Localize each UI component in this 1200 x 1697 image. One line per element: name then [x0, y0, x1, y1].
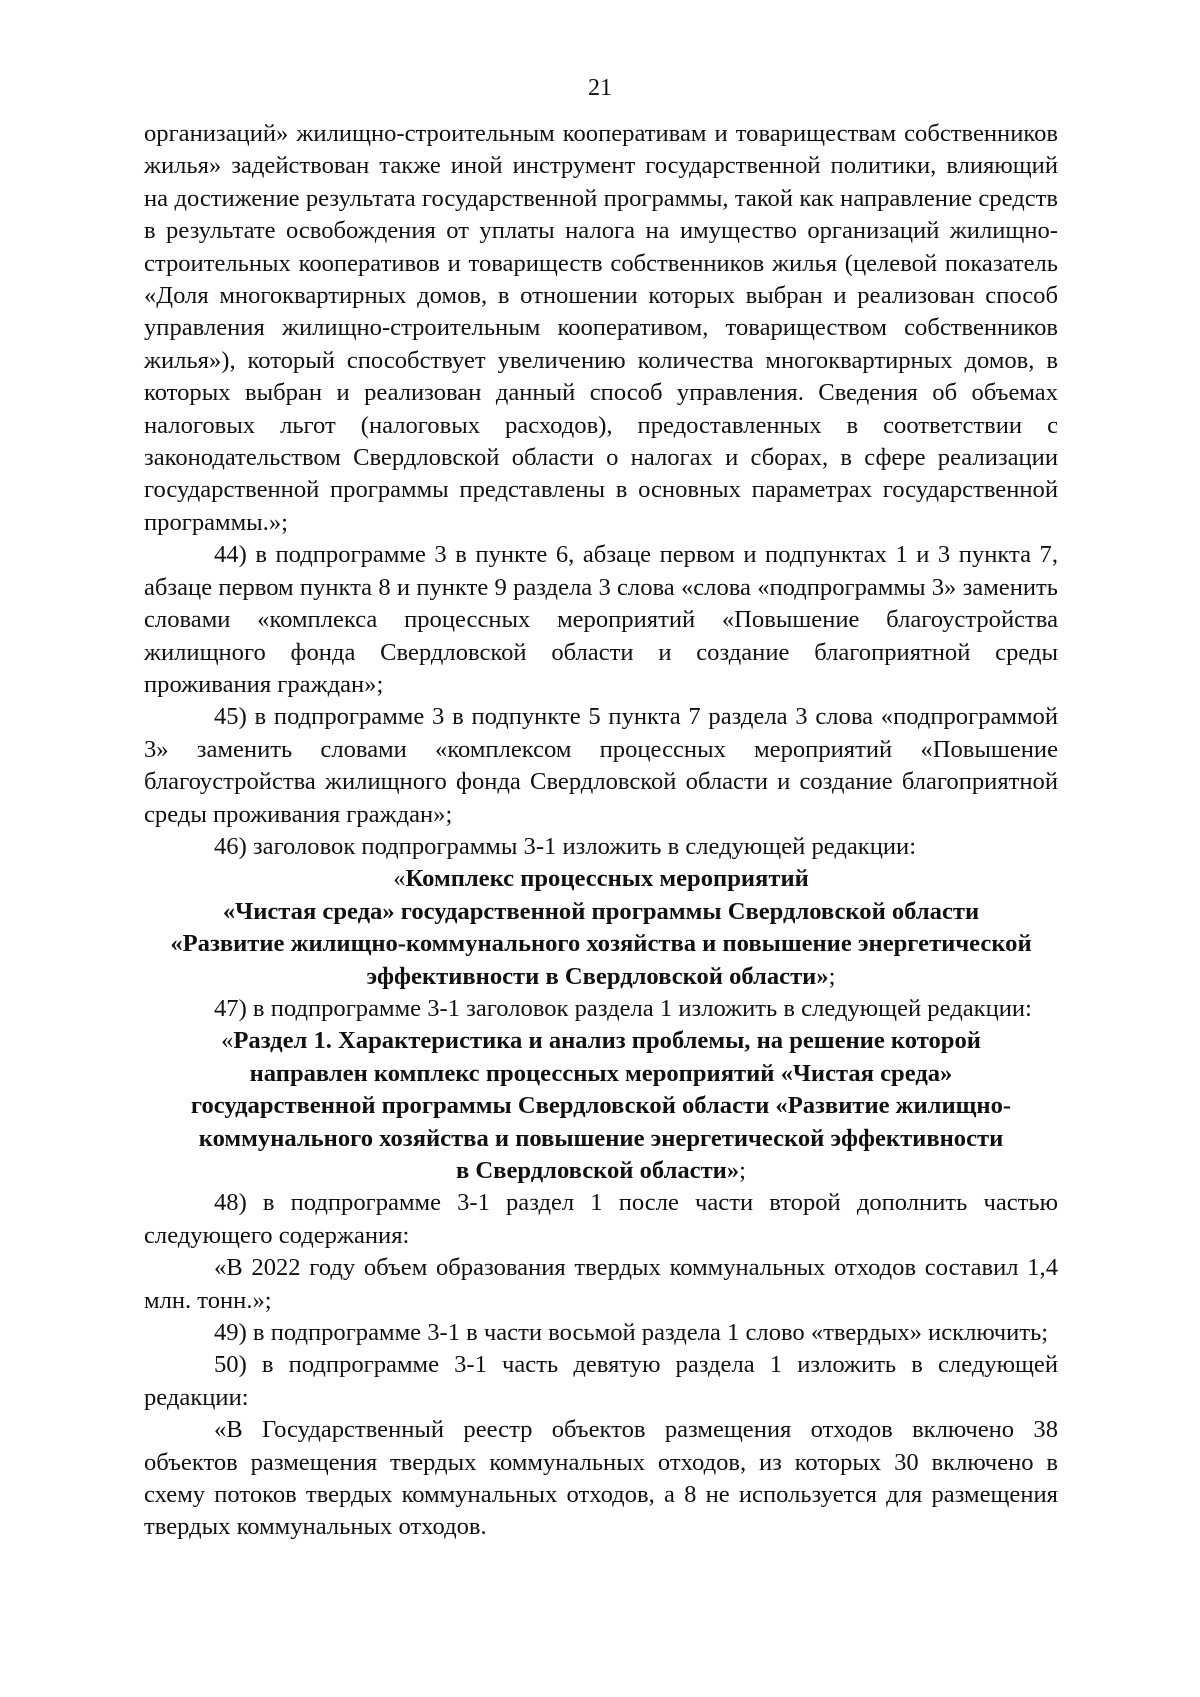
paragraph-continuation: организаций» жилищно-строительным кооперативам и товариществам собственников жилья» задействован также иной инструмент государственной политики, влияющий на достижение результата государственной программы, такой как направление средств в результате освобождения от уплаты налога на имущество организаций жилищно-строительных кооперативов и товариществ собственников жилья (целевой показатель «Доля многоквартирных домов, в отношении которых выбран и реализован способ управления жилищно-строительным кооперативом, товариществом собственников жилья»), который способствует увеличению количества многоквартирных домов, в которых выбран и реализован данный способ управления. Сведения об объемах налоговых льгот (налоговых расходов), предоставленных в соответствии с законодательством Свердловской области о налогах и сборах, в сфере реализации государственной программы представлены в основных параметрах государственной программы.»;	[144, 120, 1058, 536]
heading-line: «Комплекс процессных мероприятий	[393, 865, 809, 893]
paragraph-item-49: 49) в подпрограмме 3-1 в части восьмой раздела 1 слово «твердых» исключить;	[214, 1319, 1049, 1347]
paragraph-quote-48: «В 2022 году объем образования твердых коммунальных отходов составил 1,4 млн. тонн.»;	[144, 1254, 1058, 1314]
page-number: 21	[588, 75, 612, 101]
paragraph-item-45: 45) в подпрограмме 3 в подпункте 5 пункта 7 раздела 3 слова «подпрограммой 3» заменить словами «комплексом процессных мероприятий «Повышение благоустройства жилищного фонда Свердловской области и создание благоприятной среды проживания граждан»;	[144, 703, 1058, 828]
paragraph-item-46: 46) заголовок подпрограммы 3-1 изложить в следующей редакции:	[214, 832, 917, 860]
heading-line: «Развитие жилищно-коммунального хозяйства и повышение энергетической	[170, 930, 1032, 958]
heading-line: направлен комплекс процессных мероприятий «Чистая среда»	[249, 1059, 953, 1087]
open-quote: «	[221, 1027, 234, 1055]
heading-line: эффективности в Свердловской области»;	[366, 962, 836, 990]
closing-punctuation: ;	[828, 962, 836, 990]
paragraph-item-50: 50) в подпрограмме 3-1 часть девятую раздела 1 изложить в следующей редакции:	[144, 1351, 1058, 1411]
paragraph-item-47: 47) в подпрограмме 3-1 заголовок раздела 1 изложить в следующей редакции:	[214, 994, 1032, 1022]
heading-subprogram-3-1	[144, 863, 1058, 993]
heading-section-1	[144, 1025, 1058, 1187]
paragraph-item-48: 48) в подпрограмме 3-1 раздел 1 после части второй дополнить частью следующего содержания:	[144, 1189, 1058, 1249]
heading-line: в Свердловской области»;	[455, 1157, 746, 1184]
open-quote: «	[393, 865, 406, 893]
heading-line: «Чистая среда» государственной программы Свердловской области	[222, 897, 980, 925]
closing-punctuation: ;	[739, 1157, 746, 1184]
document-body	[144, 118, 1058, 1544]
paragraph-quote-50: «В Государственный реестр объектов размещения отходов включено 38 объектов размещения твердых коммунальных отходов, из которых 30 включено в схему потоков твердых коммунальных отходов, а 8 не используется для размещения твердых коммунальных отходов.	[144, 1416, 1058, 1541]
heading-line: «Раздел 1. Характеристика и анализ проблемы, на решение которой	[221, 1027, 981, 1055]
heading-line: государственной программы Свердловской области «Развитие жилищно-	[190, 1092, 1012, 1120]
heading-line: коммунального хозяйства и повышение энергетической эффективности	[198, 1124, 1004, 1152]
paragraph-item-44: 44) в подпрограмме 3 в пункте 6, абзаце первом и подпунктах 1 и 3 пункта 7, абзаце первом пункта 8 и пункте 9 раздела 3 слова «слова «подпрограммы 3» заменить словами «комплекса процессных мероприятий «Повышение благоустройства жилищного фонда Свердловской области и создание благоприятной среды проживания граждан»;	[144, 541, 1058, 698]
